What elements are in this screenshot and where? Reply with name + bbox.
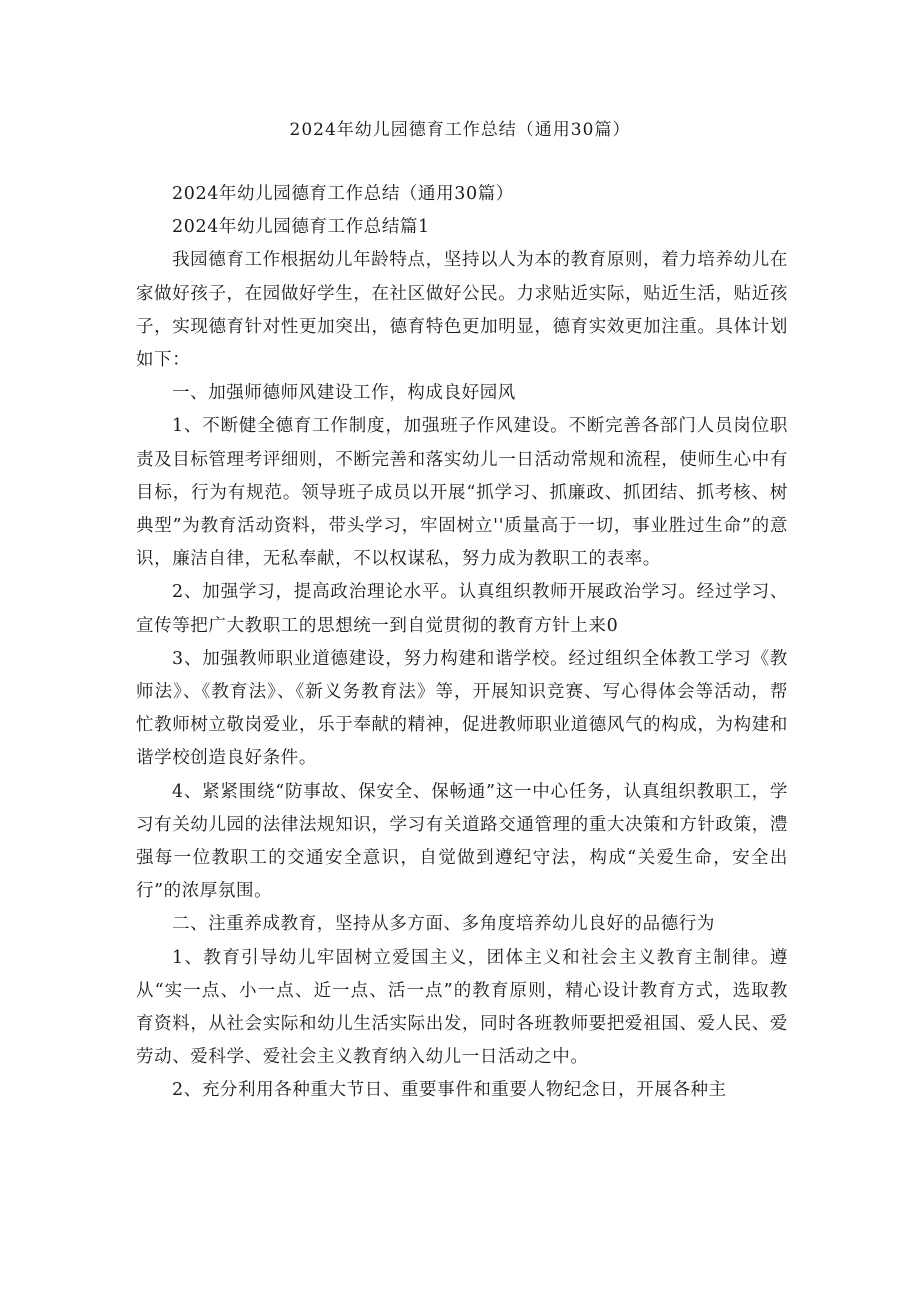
paragraph-item-2-1: 1、教育引导幼儿牢固树立爱国主义，团体主义和社会主义教育主制律。遵从“实一点、小一点、近一点、活一点”的教育原则，精心设计教育方式，选取教育资料，从社会实际和幼儿生活实际出发，同时各班教师要把爱祖国、爱人民、爱劳动、爱科学、爱社会主义教育纳入幼儿一日活动之中。 — [136, 947, 788, 1068]
section-heading-article-1: 2024年幼儿园德育工作总结篇1 — [172, 217, 430, 238]
paragraph-item-2-2: 2、充分利用各种重大节日、重要事件和重要人物纪念日，开展各种主 — [172, 1080, 727, 1101]
paragraph-item-2: 2、加强学习，提高政治理论水平。认真组织教师开展政治学习。经过学习、宣传等把广大教职工的思想统一到自觉贯彻的教育方针上来0 — [136, 582, 788, 636]
subtitle: 2024年幼儿园德育工作总结（通用30篇） — [172, 184, 514, 204]
document-title: 2024年幼儿园德育工作总结（通用30篇） — [289, 120, 631, 140]
document-body — [136, 178, 788, 1108]
paragraph-item-4: 4、紧紧围绕“防事故、保安全、保畅通”这一中心任务，认真组织教职工，学习有关幼儿园的法律法规知识，学习有关道路交通管理的重大决策和方针政策，澧强每一位教职工的交通安全意识，自觉做到遵纪守法，构成“关爱生命，安全出行”的浓厚氛围。 — [136, 781, 788, 902]
paragraph-intro: 我园德育工作根据幼儿年龄特点，坚持以人为本的教育原则，着力培养幼儿在家做好孩子，在园做好学生，在社区做好公民。力求贴近实际，贴近生活，贴近孩子，实现德育针对性更加突出，德育特色更加明显，德育实效更加注重。具体计划如下： — [136, 250, 788, 371]
section-heading-one: 一、加强师德师风建设工作，构成良好园风 — [172, 383, 516, 404]
paragraph-item-3: 3、加强教师职业道德建设，努力构建和谐学校。经过组织全体教工学习《教师法》、《教育法》、《新义务教育法》等，开展知识竞赛、写心得体会等活动，帮忙教师树立敬岗爱业，乐于奉献的精神，促进教师职业道德风气的构成，为构建和谐学校创造良好条件。 — [136, 648, 788, 769]
section-heading-two: 二、注重养成教育，坚持从多方面、多角度培养幼儿良好的品德行为 — [172, 914, 715, 935]
paragraph-item-1: 1、不断健全德育工作制度，加强班子作风建设。不断完善各部门人员岗位职责及目标管理考评细则，不断完善和落实幼儿一日活动常规和流程，使师生心中有目标，行为有规范。领导班子成员以开展“抓学习、抓廉政、抓团结、抓考核、树典型”为教育活动资料，带头学习，牢固树立''质量高于一切，事业胜过生命”的意识，廉洁自律，无私奉献，不以权谋私，努力成为教职工的表率。 — [136, 416, 788, 570]
